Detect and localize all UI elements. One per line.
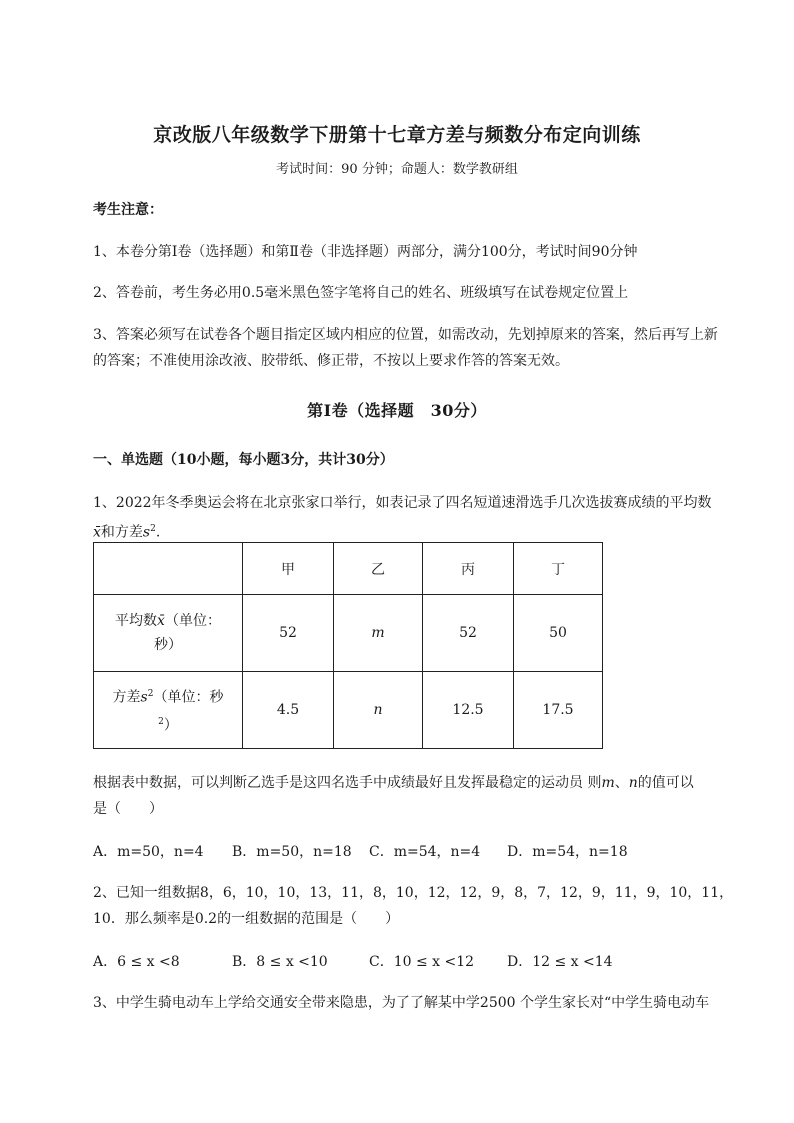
row-label-text: 平均数 bbox=[115, 613, 158, 629]
section1-title: 一、单选题（10小题，每小题3分，共计30分） bbox=[93, 452, 394, 468]
table-cell: 17.5 bbox=[514, 672, 603, 749]
q1-option-a[interactable]: A．m=50，n=4 bbox=[93, 844, 204, 860]
q1-after-line1 bbox=[93, 770, 753, 796]
notice-item-3: 3、答案必须写在试卷各个题目指定区域内相应的位置，如需改动，先划掉原来的答案，然后再写上新 bbox=[93, 327, 718, 343]
q1-text-mid: 和方差 bbox=[100, 524, 143, 541]
table-cell: 4.5 bbox=[243, 672, 334, 749]
table-cell: 52 bbox=[423, 595, 514, 672]
table-cell: n bbox=[334, 672, 423, 749]
table-cell: 52 bbox=[243, 595, 334, 672]
q2-option-d[interactable]: D．12 ≤ x <14 bbox=[507, 954, 613, 970]
q1-table bbox=[93, 542, 603, 749]
q1-option-c[interactable]: C．m=54，n=4 bbox=[369, 844, 481, 860]
q1-after-end: 的值可以 bbox=[637, 775, 694, 791]
q2-option-b[interactable]: B．8 ≤ x <10 bbox=[232, 954, 328, 970]
var-m: m bbox=[601, 775, 615, 791]
variance-sup: 2 bbox=[150, 524, 156, 534]
row-label-unit: （单位： bbox=[164, 613, 221, 629]
q3-text-line1: 3、中学生骑电动车上学给交通安全带来隐患，为了了解某中学2500 个学生家长对“中学生骑电动车 bbox=[93, 995, 710, 1011]
variance-symbol: s bbox=[142, 524, 151, 541]
row-label-unit: （单位：秒 bbox=[153, 690, 224, 706]
var-n: n bbox=[628, 775, 638, 791]
q1-after-text: 根据表中数据，可以判断乙选手是这四名选手中成绩最好且发挥最稳定的运动员 则 bbox=[93, 775, 602, 791]
table-cell: 50 bbox=[514, 595, 603, 672]
variance-symbol: s bbox=[140, 690, 148, 706]
table-cell: 12.5 bbox=[423, 672, 514, 749]
row-label-unit-cont: 秒） bbox=[154, 637, 182, 653]
table-row-mean bbox=[94, 595, 603, 672]
table-header-row bbox=[94, 543, 603, 595]
q1-text-line1: 1、2022年冬季奥运会将在北京张家口举行，如表记录了四名短道速滑选手几次选拔赛成绩的平均数 bbox=[93, 495, 712, 511]
q1-option-b[interactable]: B．m=50，n=18 bbox=[232, 844, 352, 860]
q2-text-line1: 2、已知一组数据8，6，10，10，13，11，8，10，12，12，9，8，7，12，9，11，9，10，11， bbox=[93, 885, 734, 901]
notice-heading: 考生注意： bbox=[93, 202, 163, 218]
row-label-unit-cont: ） bbox=[163, 717, 178, 734]
page-title: 京改版八年级数学下册第十七章方差与频数分布定向训练 bbox=[153, 124, 641, 146]
table-row-label bbox=[94, 595, 243, 672]
page-subtitle: 考试时间：90 分钟；命题人：数学教研组 bbox=[276, 162, 518, 177]
unit-sup: 2 bbox=[158, 717, 164, 727]
notice-item-2: 2、答卷前，考生务必用0.5毫米黑色签字笔将自己的姓名、班级填写在试卷规定位置上 bbox=[93, 285, 629, 301]
table-header-cell: 丁 bbox=[514, 543, 603, 595]
notice-item-1: 1、本卷分第Ⅰ卷（选择题）和第Ⅱ卷（非选择题）两部分，满分100分，考试时间90分钟 bbox=[93, 244, 638, 260]
mean-symbol: x̄ bbox=[93, 524, 101, 541]
q2-text-line2: 10．那么频率是0.2的一组数据的范围是（ ） bbox=[93, 911, 400, 927]
q1-option-d[interactable]: D．m=54，n=18 bbox=[507, 844, 628, 860]
table-row-label bbox=[94, 672, 243, 749]
table-row-variance bbox=[94, 672, 603, 749]
notice-item-3-cont: 的答案；不准使用涂改液、胶带纸、修正带，不按以上要求作答的答案无效。 bbox=[93, 353, 569, 369]
q1-text-end: . bbox=[155, 524, 161, 541]
variance-sup: 2 bbox=[147, 689, 154, 700]
table-header-cell: 甲 bbox=[243, 543, 334, 595]
table-header-cell: 乙 bbox=[334, 543, 423, 595]
q2-option-c[interactable]: C．10 ≤ x <12 bbox=[369, 954, 475, 970]
row-label-text: 方差 bbox=[112, 690, 141, 706]
mean-symbol: x̄ bbox=[157, 613, 165, 629]
q1-after-line2: 是（ ） bbox=[93, 801, 163, 817]
table-header-cell bbox=[94, 543, 243, 595]
table-cell: m bbox=[334, 595, 423, 672]
table-header-cell: 丙 bbox=[423, 543, 514, 595]
q2-option-a[interactable]: A．6 ≤ x <8 bbox=[93, 954, 180, 970]
q1-after-sep: 、 bbox=[614, 775, 629, 791]
part1-title: 第Ⅰ卷（选择题 30分） bbox=[307, 401, 487, 420]
